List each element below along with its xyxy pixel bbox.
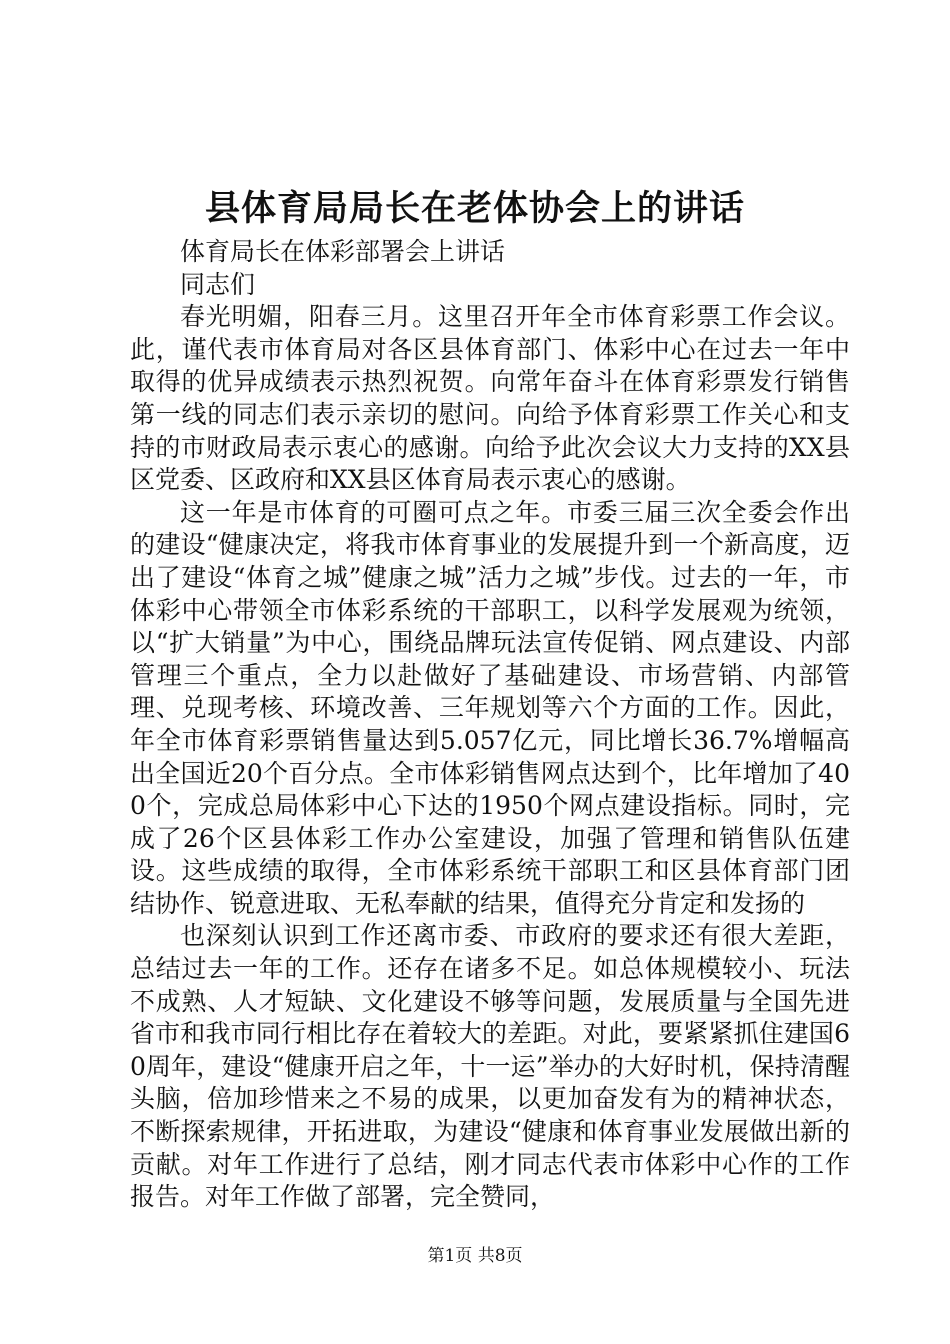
subtitle-line: 体育局长在体彩部署会上讲话 <box>180 237 506 266</box>
body-paragraph: 春光明媚，阳春三月。这里召开年全市体育彩票工作会议。此，谨代表市体育局对各区县体育部门、体彩中心在过去一年中取得的优异成绩表示热烈祝贺。向常年奋斗在体育彩票发行销售第一线的同志们表示亲切的慰问。向给予体育彩票工作关心和支持的市财政局表示衷心的感谢。向给予此次会议大力支持的XX县区党委、区政府和XX县区体育局表示衷心的感谢。 <box>130 302 850 495</box>
salutation-line: 同志们 <box>180 269 256 299</box>
document-title: 县体育局局长在老体协会上的讲话 <box>204 188 745 229</box>
page-number-footer: 第1页 共8页 <box>427 1246 523 1266</box>
body-paragraph: 也深刻认识到工作还离市委、市政府的要求还有很大差距，总结过去一年的工作。还存在诸多不足。如总体规模较小、玩法不成熟、人才短缺、文化建设不够等问题，发展质量与全国先进省市和我市同行相比存在着较大的差距。对此，要紧紧抓住建国60周年，建设“健康开启之年，十一运”举办的大好时机，保持清醒头脑，倍加珍惜来之不易的成果，以更加奋发有为的精神状态，不断探索规律，开拓进取，为建设“健康和体育事业发展做出新的贡献。对年工作进行了总结，刚才同志代表市体彩中心作的工作报告。对年工作做了部署，完全赞同， <box>130 921 850 1212</box>
body-paragraph: 这一年是市体育的可圈可点之年。市委三届三次全委会作出的建设“健康决定，将我市体育事业的发展提升到一个新高度，迈出了建设“体育之城”健康之城”活力之城”步伐。过去的一年，市体彩中心带领全市体彩系统的干部职工，以科学发展观为统领，以“扩大销量”为中心，围绕品牌玩法宣传促销、网点建设、内部管理三个重点，全力以赴做好了基础建设、市场营销、内部管理、兑现考核、环境改善、三年规划等六个方面的工作。因此，年全市体育彩票销售量达到5.057亿元，同比增长36.7%增幅高出全国近20个百分点。全市体彩销售网点达到个，比年增加了400个，完成总局体彩中心下达的1950个网点建设指标。同时，完成了26个区县体彩工作办公室建设，加强了管理和销售队伍建设。这些成绩的取得，全市体彩系统干部职工和区县体育部门团结协作、锐意进取、无私奉献的结果，值得充分肯定和发扬的 <box>130 497 850 918</box>
document-body <box>130 236 850 1214</box>
